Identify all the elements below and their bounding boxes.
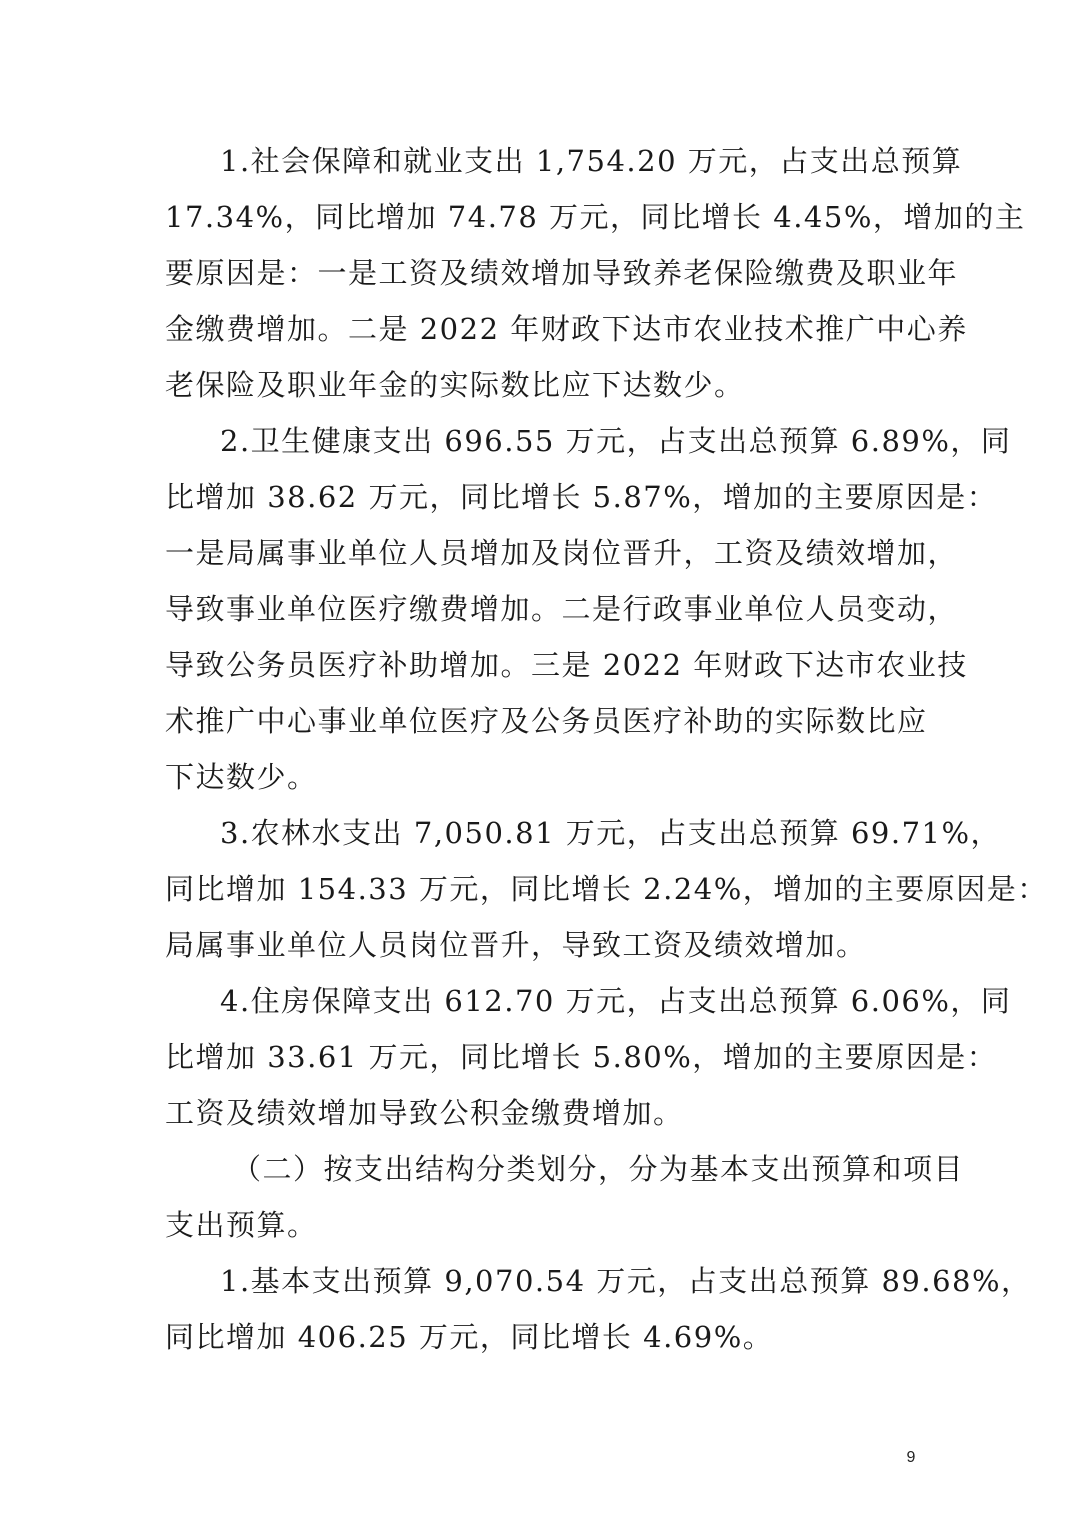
paragraph-line: 3.农林水支出 7,050.81 万元，占支出总预算 69.71%， [220,816,1002,850]
paragraph-line: 同比增加 154.33 万元，同比增长 2.24%，增加的主要原因是： [165,872,1048,906]
paragraph-line: 工资及绩效增加导致公积金缴费增加。 [165,1096,684,1130]
paragraph-line: 1.基本支出预算 9,070.54 万元，占支出总预算 89.68%， [220,1264,1032,1298]
paragraph-line: 金缴费增加。二是 2022 年财政下达市农业技术推广中心养 [165,312,968,346]
paragraph-line: 一是局属事业单位人员增加及岗位晋升，工资及绩效增加， [165,536,959,570]
paragraph-line: 比增加 38.62 万元，同比增长 5.87%，增加的主要原因是： [165,480,998,514]
paragraph-line: 要原因是：一是工资及绩效增加导致养老保险缴费及职业年 [165,256,959,290]
paragraph-line: 下达数少。 [165,760,318,794]
paragraph-line: 术推广中心事业单位医疗及公务员医疗补助的实际数比应 [165,704,928,738]
paragraph-line: 比增加 33.61 万元，同比增长 5.80%，增加的主要原因是： [165,1040,998,1074]
paragraph-line: 局属事业单位人员岗位晋升，导致工资及绩效增加。 [165,928,867,962]
paragraph-line: 17.34%，同比增加 74.78 万元，同比增长 4.45%，增加的主 [165,200,1026,234]
paragraph-line: 老保险及职业年金的实际数比应下达数少。 [165,368,745,402]
page-number: 9 [906,1449,916,1466]
paragraph-line: 同比增加 406.25 万元，同比增长 4.69%。 [165,1320,774,1354]
paragraph-line: 2.卫生健康支出 696.55 万元，占支出总预算 6.89%，同 [220,424,1012,458]
paragraph-line: 支出预算。 [165,1208,318,1242]
paragraph-line: 1.社会保障和就业支出 1,754.20 万元，占支出总预算 [220,144,963,178]
paragraph-line: （二）按支出结构分类划分，分为基本支出预算和项目 [232,1152,965,1186]
paragraph-line: 导致公务员医疗补助增加。三是 2022 年财政下达市农业技 [165,648,968,682]
paragraph-line: 4.住房保障支出 612.70 万元，占支出总预算 6.06%，同 [220,984,1012,1018]
paragraph-line: 导致事业单位医疗缴费增加。二是行政事业单位人员变动， [165,592,959,626]
